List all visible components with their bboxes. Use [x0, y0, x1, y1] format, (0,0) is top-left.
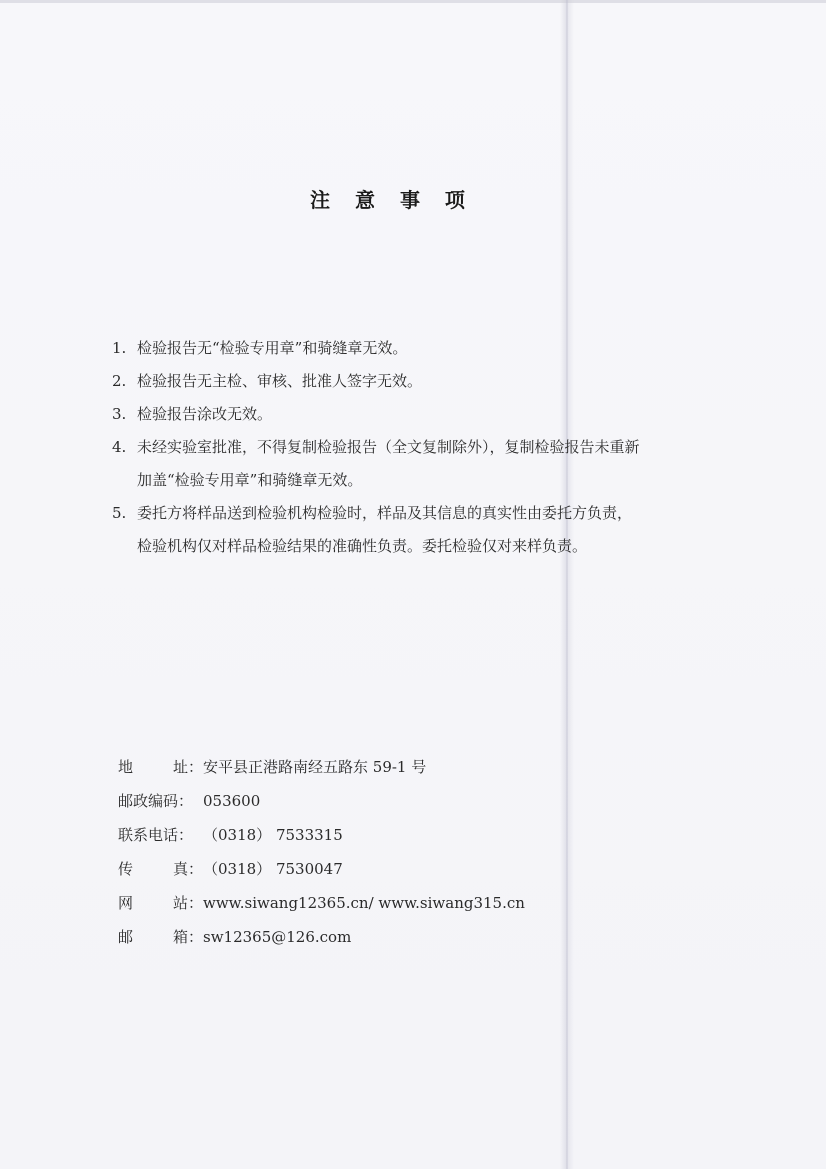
notice-item-4 [112, 431, 722, 497]
contact-info [118, 756, 718, 960]
website-value: www.siwang12365.cn/ www.siwang315.cn [203, 894, 525, 912]
email-value: sw12365@126.com [203, 928, 352, 946]
notice-text [137, 365, 722, 398]
page-edge [0, 0, 826, 3]
notice-item-3 [112, 398, 722, 431]
notice-text [137, 332, 722, 365]
phone-value: （0318） 7533315 [203, 826, 343, 844]
page-title: 注 意 事 项 [310, 188, 474, 212]
contact-postcode [118, 790, 718, 824]
contact-email [118, 926, 718, 960]
contact-label: 邮政编码： [118, 792, 194, 810]
notice-item-1 [112, 332, 722, 365]
label-char: 地 [118, 758, 134, 776]
label-char: 站： [172, 894, 203, 912]
label-char: 网 [118, 894, 134, 912]
notice-number: 4. [112, 438, 127, 456]
notice-item-5 [112, 497, 722, 563]
contact-label [118, 892, 203, 913]
fold-line [566, 0, 568, 1169]
notice-line: 检验报告无“检验专用章”和骑缝章无效。 [137, 339, 408, 357]
contact-phone [118, 824, 718, 858]
notice-line: 检验报告涂改无效。 [137, 405, 273, 423]
notice-text [137, 497, 722, 563]
notice-text [137, 431, 722, 497]
contact-address [118, 756, 718, 790]
contact-label [118, 756, 203, 777]
contact-website [118, 892, 718, 926]
notice-text [137, 398, 722, 431]
notice-number: 1. [112, 339, 127, 357]
notice-line: 检验机构仅对样品检验结果的准确性负责。委托检验仅对来样负责。 [137, 537, 588, 555]
notice-number: 2. [112, 372, 127, 390]
notice-number: 5. [112, 504, 127, 522]
fax-value: （0318） 7530047 [203, 860, 343, 878]
postcode-value: 053600 [203, 792, 261, 810]
notice-number: 3. [112, 405, 127, 423]
notice-line: 委托方将样品送到检验机构检验时，样品及其信息的真实性由委托方负责， [137, 504, 633, 522]
label-char: 真： [172, 860, 203, 878]
notice-line: 加盖“检验专用章”和骑缝章无效。 [137, 471, 363, 489]
contact-fax [118, 858, 718, 892]
contact-label [118, 858, 203, 879]
label-char: 传 [118, 860, 134, 878]
notice-line: 未经实验室批准，不得复制检验报告（全文复制除外），复制检验报告未重新 [137, 438, 640, 456]
contact-label: 联系电话： [118, 826, 194, 844]
notice-list [112, 332, 722, 563]
label-char: 址： [172, 758, 203, 776]
notice-item-2 [112, 365, 722, 398]
notice-line: 检验报告无主检、审核、批准人签字无效。 [137, 372, 423, 390]
label-char: 邮 [118, 928, 134, 946]
label-char: 箱： [172, 928, 203, 946]
address-value: 安平县正港路南经五路东 59-1 号 [203, 758, 427, 776]
contact-label [118, 926, 203, 947]
